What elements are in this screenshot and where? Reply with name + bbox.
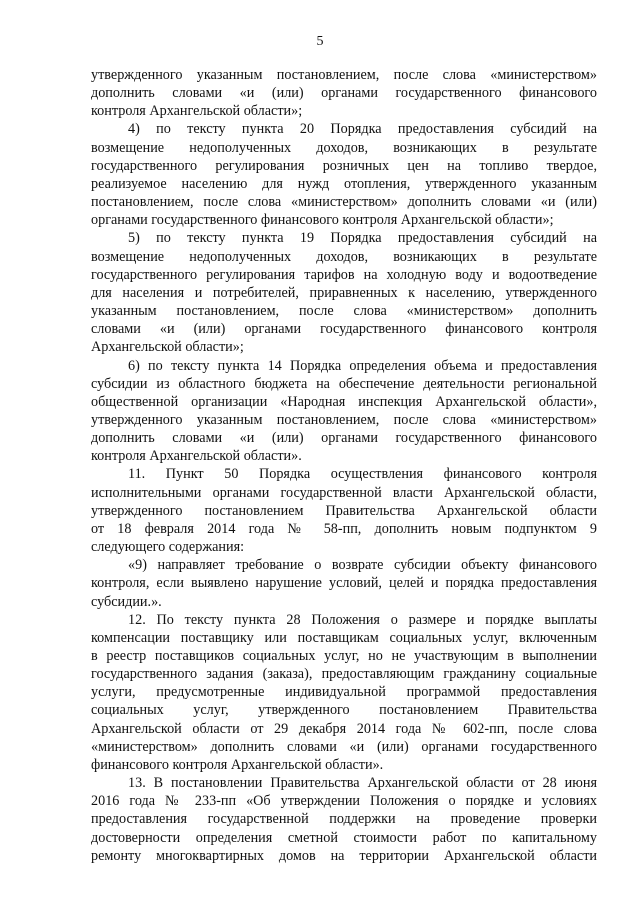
text-line: Архангельской области от 29 декабря 2014 года № 602-пп, после слова — [91, 720, 597, 737]
text-line: ремонту многоквартирных домов на территории Архангельской области — [91, 847, 597, 864]
text-line: указанным постановлением, после слова «министерством» дополнить — [91, 303, 597, 320]
text-line: 5) по тексту пункта 19 Порядка предоставления субсидий на — [128, 230, 597, 247]
document-body — [91, 66, 597, 865]
text-line: Архангельской области»; — [91, 339, 244, 356]
text-line: субсидии из областного бюджета на обеспечение деятельности региональной — [91, 375, 597, 392]
paragraph-12 — [91, 611, 597, 774]
text-line: «9) направляет требование о возврате субсидии объекту финансового — [128, 557, 597, 574]
text-line: 12. По тексту пункта 28 Положения о размере и порядке выплаты — [128, 611, 597, 628]
text-line: государственного регулирования тарифов на холодную воду и водоотведение — [91, 266, 597, 283]
text-line: утвержденного указанным постановлением, после слова «министерством» — [91, 411, 597, 428]
text-line: государственного задания (заказа), предоставляющим гражданину социальные — [91, 666, 597, 683]
text-line: «министерством» дополнить словами «и (или) органами государственного — [91, 738, 597, 755]
text-line: для населения и потребителей, приравненных к населению, утвержденного — [91, 284, 597, 301]
paragraph-11 — [91, 465, 597, 556]
text-line: компенсации поставщику или поставщикам социальных услуг, включенным — [91, 629, 597, 646]
text-line: 2016 года № 233-пп «Об утверждении Положения о порядке и условиях — [91, 793, 597, 810]
text-line: дополнить словами «и (или) органами государственного финансового — [91, 430, 597, 447]
text-line: словами «и (или) органами государственного финансового контроля — [91, 321, 597, 338]
text-line: от 18 февраля 2014 года № 58-пп, дополнить новым подпунктом 9 — [91, 520, 597, 537]
text-line: контроля, если выявлено нарушение условий, целей и порядка предоставления — [91, 575, 597, 592]
text-line: дополнить словами «и (или) органами государственного финансового — [91, 85, 597, 102]
text-line: финансового контроля Архангельской области». — [91, 756, 384, 773]
text-line: контроля Архангельской области». — [91, 448, 302, 465]
paragraph-13 — [91, 774, 597, 865]
text-line: в реестр поставщиков социальных услуг, но не участвующим в выполнении — [91, 648, 597, 664]
text-line: достоверности определения сметной стоимости работ по капитальному — [91, 829, 597, 846]
text-line: реализуемое населению для нужд отопления, утвержденного указанным — [91, 175, 597, 192]
text-line: государственного регулирования розничных цен на топливо твердое, — [91, 157, 597, 174]
paragraph-6 — [91, 357, 597, 466]
text-line: возмещение недополученных доходов, возникающих в результате — [91, 139, 597, 156]
text-line: постановлением, после слова «министерством» дополнить словами «и (или) — [91, 194, 597, 211]
paragraph-9 — [91, 556, 597, 610]
text-line: возмещение недополученных доходов, возникающих в результате — [91, 248, 597, 265]
text-line: 11. Пункт 50 Порядка осуществления финансового контроля — [128, 466, 597, 483]
text-line: утвержденного постановлением Правительства Архангельской области — [91, 502, 597, 519]
text-line: 6) по тексту пункта 14 Порядка определения объема и предоставления — [128, 357, 597, 374]
text-line: услуги, предусмотренные индивидуальной программой предоставления — [91, 684, 597, 701]
text-line: контроля Архангельской области»; — [91, 103, 303, 120]
text-line: предоставления государственной поддержки на проведение проверки — [91, 811, 597, 828]
text-line: утвержденного указанным постановлением, после слова «министерством» — [91, 67, 597, 83]
text-line: 4) по тексту пункта 20 Порядка предоставления субсидий на — [128, 121, 597, 138]
text-line: органами государственного финансового контроля Архангельской области»; — [91, 212, 554, 229]
paragraph-4 — [91, 120, 597, 229]
text-line: следующего содержания: — [91, 539, 245, 556]
text-line: субсидии.». — [91, 593, 162, 610]
paragraph-cont — [91, 66, 597, 120]
text-line: общественной организации «Народная инспекция Архангельской области», — [91, 393, 597, 410]
text-line: исполнительными органами государственной власти Архангельской области, — [91, 484, 597, 501]
text-line: социальных услуг, утвержденного постановлением Правительства — [91, 702, 597, 719]
page-number: 5 — [316, 34, 324, 49]
paragraph-5 — [91, 229, 597, 356]
text-line: 13. В постановлении Правительства Архангельской области от 28 июня — [128, 775, 597, 792]
